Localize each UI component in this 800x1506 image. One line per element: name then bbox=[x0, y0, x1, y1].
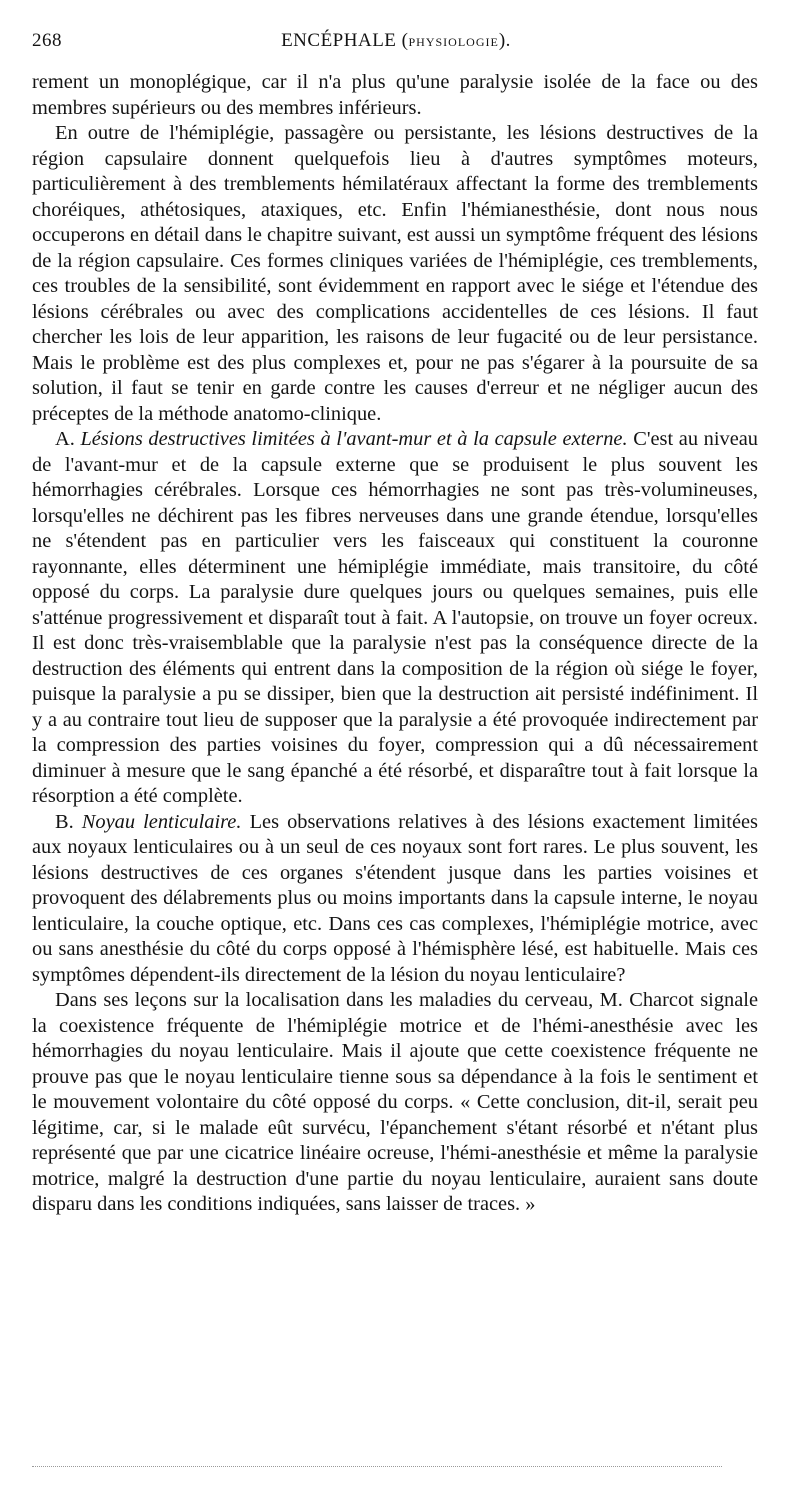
page-number: 268 bbox=[32, 30, 62, 51]
section-heading: Noyau lenticulaire. bbox=[81, 810, 242, 833]
running-title-end: ). bbox=[498, 30, 511, 51]
paragraph-continuation bbox=[32, 70, 758, 121]
paragraph bbox=[32, 121, 758, 427]
paragraph-text: Les observations relatives à des lésions exactement limitées aux noyaux lenticulaires ou à un seul de ces noyaux sont fort rares. Le plus souvent, les lésions destructives de ces organes s'étendent jusque dans les parties voisines et provoquent des délabrements plus ou moins importants dans la capsule interne, le noyau lenticulaire, la couche optique, etc. Dans ces cas complexes, l'hémiplégie motrice, avec ou sans anesthésie du côté du corps opposé à l'hémisphère lésé, est habituelle. Mais ces symptômes dépendent-ils directement de la lésion du noyau lenticulaire? bbox=[32, 810, 758, 986]
footer-dotted-rule bbox=[32, 1466, 722, 1467]
page-header bbox=[32, 30, 760, 60]
paragraph-text: En outre de l'hémiplégie, passagère ou persistante, les lésions destructives de la région capsulaire donnent quelquefois lieu à d'autres symptômes moteurs, particulièrement à des tremblements hémilatéraux affectant la forme des tremblements choréiques, athétosiques, ataxiques, etc. Enfin l'hémianesthésie, dont nous nous occuperons en détail dans le chapitre suivant, est aussi un symptôme fréquent des lésions de la région capsulaire. Ces formes cliniques variées de l'hémiplégie, ces tremblements, ces troubles de la sensibilité, sont évidemment en rapport avec le siége et l'étendue des lésions cérébrales ou avec des complications accidentelles de ces lésions. Il faut chercher les lois de leur apparition, les raisons de leur fugacité ou de leur persistance. Mais le problème est des plus complexes et, pour ne pas s'égarer à la poursuite de sa solution, il faut se tenir en garde contre les causes d'erreur et ne négliger aucun des préceptes de la méthode anatomo-clinique. bbox=[32, 122, 758, 425]
paragraph-text: C'est au niveau de l'avant-mur et de la capsule externe que se produisent le plus souvent les hémorrhagies cérébrales. Lorsque ces hémorrhagies ne sont pas très-volumineuses, lorsqu'elles ne déchirent pas les fibres nerveuses dans une grande étendue, lorsqu'elles ne s'étendent pas en particulier vers les faisceaux qui constituent la couronne rayonnante, elles déterminent une hémiplégie immédiate, mais transitoire, du côté opposé du corps. La paralysie dure quelques jours ou quelques semaines, puis elle s'atténue progressivement et disparaît tout à fait. A l'autopsie, on trouve un foyer ocreux. Il est donc très-vraisemblable que la paralysie n'est pas la conséquence directe de la destruction des éléments qui entrent dans la composition de la région où siége le foyer, puisque la paralysie a pu se dissiper, bien que la destruction ait persisté indéfiniment. Il y a au contraire tout lieu de supposer que la paralysie a été provoquée indirectement par la compression des parties voisines du foyer, compression qui a dû nécessairement diminuer à mesure que le sang épanché a été résorbé, et disparaître tout à fait lorsque la résorption a été complète. bbox=[32, 428, 758, 807]
section-b-paragraph bbox=[32, 810, 758, 989]
running-title-subsection: PHYSIOLOGIE bbox=[408, 35, 499, 49]
section-label: A. bbox=[55, 428, 75, 450]
body-text bbox=[32, 70, 758, 1218]
paragraph-text: rement un monoplégique, car il n'a plus qu'une paralysie isolée de la face ou des membres supérieurs ou des membres inférieurs. bbox=[32, 71, 758, 119]
section-a-paragraph bbox=[32, 427, 758, 810]
paragraph bbox=[32, 988, 758, 1218]
running-title-main: ENCÉPHALE ( bbox=[281, 30, 409, 51]
section-heading: Lésions destructives limitées à l'avant-mur et à la capsule externe. bbox=[80, 428, 628, 450]
section-label: B. bbox=[55, 810, 74, 833]
running-title bbox=[32, 30, 760, 52]
paragraph-text: Dans ses leçons sur la localisation dans les maladies du cerveau, M. Charcot signale la coexistence fréquente de l'hémiplégie motrice et de l'hémi-anesthésie avec les hémorrhagies du noyau lenticulaire. Mais il ajoute que cette coexistence fréquente ne prouve pas que le noyau lenticulaire tienne sous sa dépendance à la fois le sentiment et le mouvement volontaire du côté opposé du corps. « Cette conclusion, dit-il, serait peu légitime, car, si le malade eût survécu, l'épanchement s'étant résorbé et n'étant plus représenté que par une cicatrice linéaire ocreuse, l'hémi-anesthésie et même la paralysie motrice, malgré la destruction d'une partie du noyau lenticulaire, auraient sans doute disparu dans les conditions indiquées, sans laisser de traces. » bbox=[32, 989, 758, 1215]
